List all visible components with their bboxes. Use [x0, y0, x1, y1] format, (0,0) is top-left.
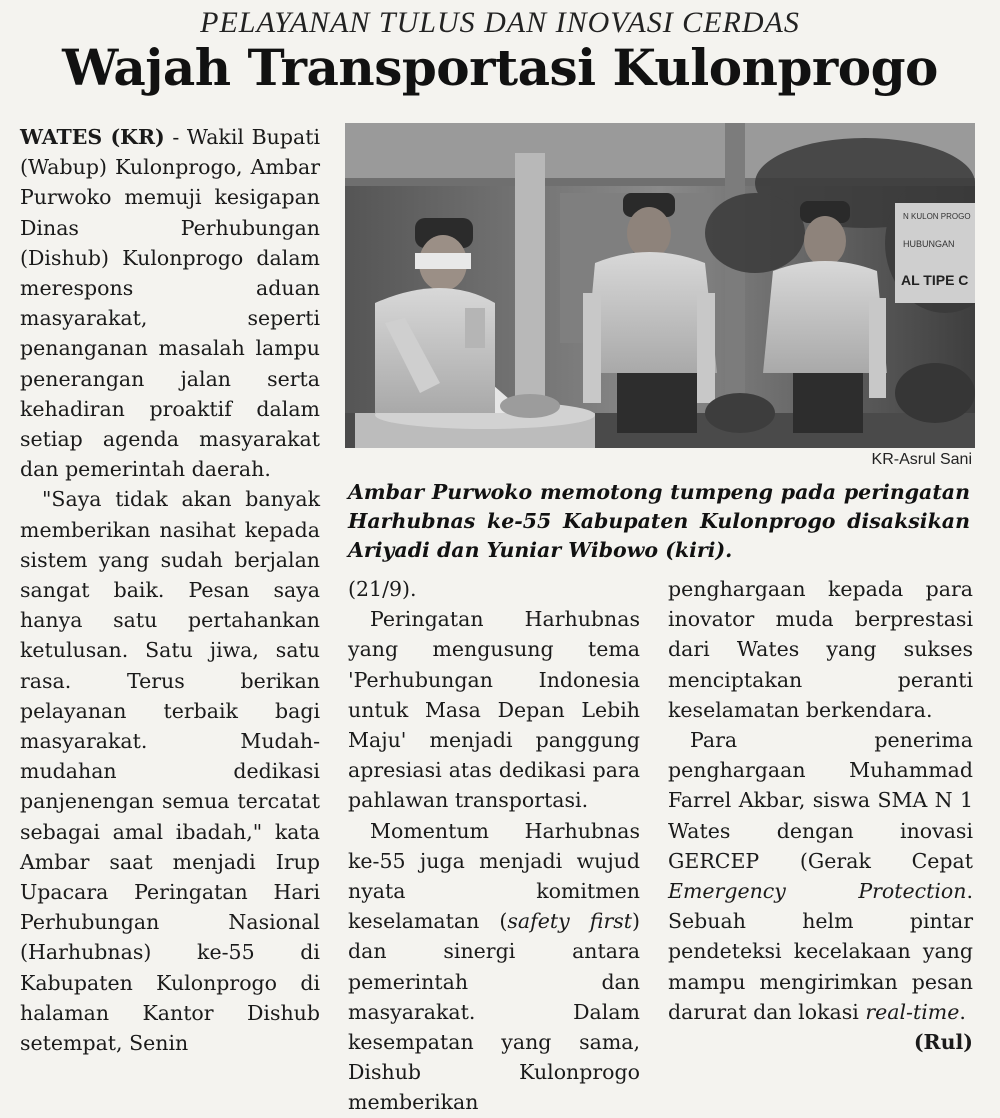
headline: Wajah Transportasi Kulonprogo: [62, 38, 938, 97]
byline-sign: (Rul): [913, 1030, 973, 1055]
sign-text: AL TIPE C: [901, 272, 969, 288]
paragraph: "Saya tidak akan banyak memberikan nasihat kepada sistem yang sudah berjalan sangat baik. Pesan saya hanya satu pertahankan ketulusan. Satu jiwa, satu rasa. Terus berikan pelayanan terbaik bagi masyarakat. Mudah-mudahan dedikasi panjenengan semua tercatat sebagai amal ibadah," kata Ambar saat menjadi Irup Upacara Peringatan Hari Perhubungan Nasional (Harhubnas) ke-55 di Kabupaten Kulonprogo di halaman Kantor Dishub setempat, Senin: [20, 487, 320, 1056]
dateline: WATES (KR): [20, 125, 165, 149]
column-3: [668, 574, 973, 1057]
sign-text-small2: HUBUNGAN: [903, 239, 955, 249]
paragraph: (21/9).: [348, 577, 417, 601]
paragraph: Peringatan Harhubnas yang mengusung tema 'Perhubungan Indonesia untuk Masa Depan Lebih Maju' menjadi panggung apresiasi atas dedikasi para pahlawan transportasi.: [348, 607, 640, 813]
paragraph: Para penerima penghargaan Muhammad Farrel Akbar, siswa SMA N 1 Wates dengan inovasi GERCEP (Gerak Cepat Emergency Protection. Sebuah helm pintar pendeteksi kecelakaan yang mampu mengirimkan pesan darurat dan lokasi real-time.: [668, 728, 973, 1024]
column-2: [348, 574, 640, 1118]
paragraph: WATES (KR) - Wakil Bupati (Wabup) Kulonprogo, Ambar Purwoko memuji kesigapan Dinas Perhubungan (Dishub) Kulonprogo dalam merespons aduan masyarakat, seperti penanganan masalah lampu penerangan jalan serta kehadiran proaktif dalam setiap agenda masyarakat dan pemerintah daerah.: [20, 125, 320, 482]
paragraph: penghargaan kepada para inovator muda berprestasi dari Wates yang sukses menciptakan peranti keselamatan berkendara.: [668, 577, 973, 722]
column-1: [20, 122, 320, 1058]
kicker: PELAYANAN TULUS DAN INOVASI CERDAS: [200, 6, 800, 39]
news-photo: [345, 123, 975, 448]
photo-caption: Ambar Purwoko memotong tumpeng pada peringatan Harhubnas ke-55 Kabupaten Kulonprogo disaksikan Ariyadi dan Yuniar Wibowo (kiri).: [348, 480, 970, 562]
paragraph: Momentum Harhubnas ke-55 juga menjadi wujud nyata komitmen keselamatan (safety first) dan sinergi antara pemerintah dan masyarakat. Dalam kesempatan yang sama, Dishub Kulonprogo memberikan: [348, 818, 641, 1115]
sign-text-small: N KULON PROGO: [903, 212, 971, 221]
photo-image: [345, 123, 975, 448]
photo-credit: KR-Asrul Sani: [871, 451, 972, 468]
